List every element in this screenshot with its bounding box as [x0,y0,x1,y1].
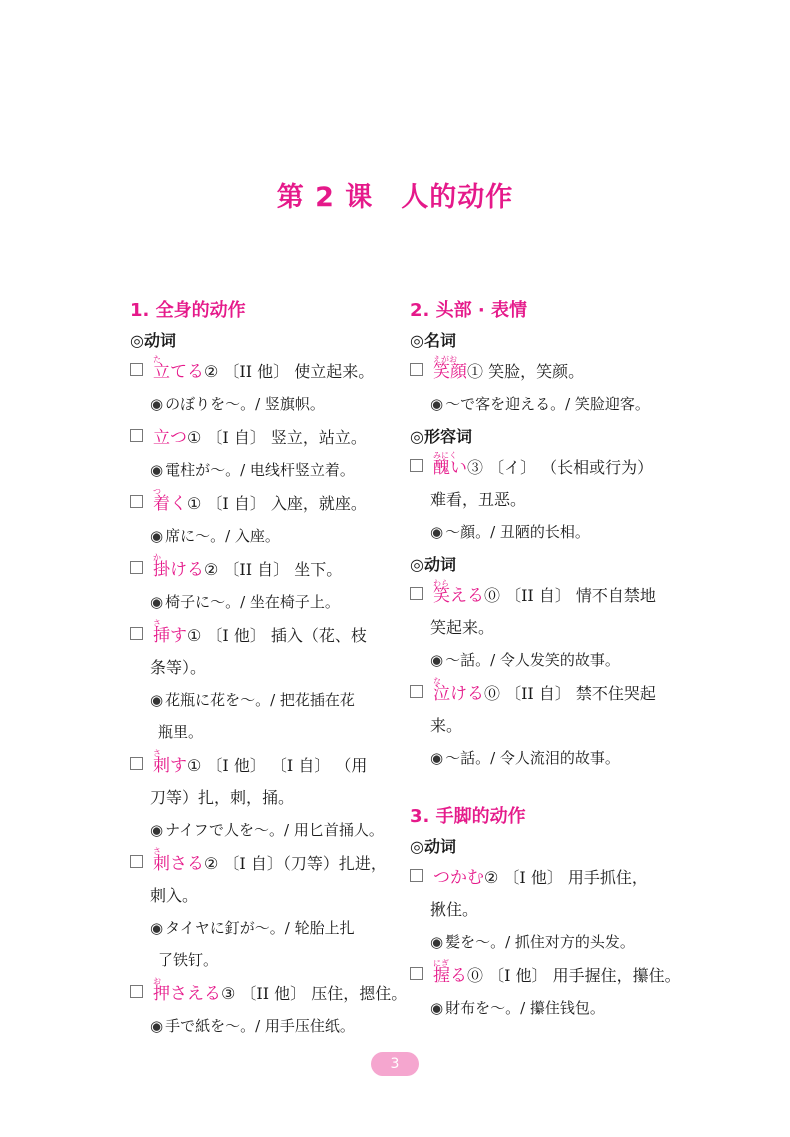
definition-continued: 刀等）扎，刺，捅。 [150,788,295,807]
section-title: 1. 全身的动作 [130,300,246,321]
ruby-reading: さ [153,749,161,758]
checkbox[interactable] [130,495,143,508]
checkbox[interactable] [130,429,143,442]
example-sentence: ◉ ～顔。/ 丑陋的长相。 [430,523,590,541]
vocab-entry [130,848,400,976]
ruby-reading: な [433,677,441,686]
vocab-word: えがお 笑顔 [433,356,467,388]
ruby-reading: えがお [433,355,457,364]
left-column [130,298,408,1044]
section-title: 2. 头部 · 表情 [410,300,527,321]
definition: ② 〔I 自〕（刀等）扎进， [204,854,387,873]
vocab-word: か 掛ける [153,554,204,586]
checkbox[interactable] [410,363,423,376]
example-sentence: ◉ ナイフで人を～。/ 用匕首捅人。 [150,821,384,839]
vocab-word: みにく 醜い [433,452,467,484]
vocab-entry [410,960,680,1024]
checkbox[interactable] [410,587,423,600]
checkbox[interactable] [130,757,143,770]
vocab-word: わら 笑える [433,580,484,612]
definition: ⓪ 〔II 自〕 禁不住哭起 [484,684,656,703]
definition: ③ 〔イ〕 （长相或行为） [467,458,654,477]
checkbox[interactable] [130,627,143,640]
vocab-entry [410,678,680,774]
definition-continued: 难看，丑恶。 [430,490,527,509]
page-number: 3 [371,1052,419,1076]
example-sentence: ◉ 椅子に～。/ 坐在椅子上。 [150,593,340,611]
category-label: ◎动词 [410,837,456,856]
example-sentence: ◉ 財布を～。/ 攥住钱包。 [430,999,605,1017]
example-sentence: ◉ ～話。/ 令人发笑的故事。 [430,651,620,669]
example-sentence: ◉ タイヤに釘が～。/ 轮胎上扎 [150,919,355,937]
vocab-word: な 泣ける [433,678,484,710]
definition-continued: 来。 [430,716,463,735]
example-sentence: ◉ 席に～。/ 入座。 [150,527,280,545]
definition-continued: 笑起来。 [430,618,495,637]
definition: ② 〔II 他〕 使立起来。 [204,362,375,381]
vocab-entry [130,750,400,846]
example-sentence: ◉ 電柱が～。/ 电线杆竖立着。 [150,461,355,479]
definition-continued: 条等）。 [150,658,207,677]
ruby-reading: みにく [433,451,457,460]
example-sentence: ◉ のぼりを～。/ 竖旗帜。 [150,395,325,413]
ruby-reading: た [153,355,161,364]
vocab-entry [410,580,680,676]
ruby-reading: さ [153,847,161,856]
section-title: 3. 手脚的动作 [410,806,526,827]
vocab-word: 立つ [153,428,187,448]
checkbox[interactable] [410,685,423,698]
vocab-word: さ 刺さる [153,848,204,880]
definition: ② 〔I 他〕 用手抓住， [484,868,648,887]
example-sentence: ◉ 髪を～。/ 抓住对方的头发。 [430,933,635,951]
checkbox[interactable] [130,363,143,376]
vocab-word: さ 挿す [153,620,187,652]
vocab-entry [410,452,680,548]
vocab-entry [130,422,400,486]
vocab-entry [130,554,400,618]
definition-continued: 揪住。 [430,900,479,919]
category-label: ◎名词 [410,331,456,350]
vocab-word: にぎ 握る [433,960,467,992]
example-continued: 了铁钉。 [158,951,219,969]
vocab-entry [130,356,400,420]
definition: ① 〔I 他〕 〔I 自〕 （用 [187,756,368,775]
checkbox[interactable] [410,459,423,472]
example-sentence: ◉ 花瓶に花を～。/ 把花插在花 [150,691,355,709]
definition: ③ 〔II 他〕 压住，摁住。 [221,984,408,1003]
example-sentence: ◉ ～で客を迎える。/ 笑脸迎客。 [430,395,650,413]
category-label: ◎动词 [410,555,456,574]
definition: ① 〔I 他〕 插入（花、枝 [187,626,367,645]
vocab-entry [130,620,400,748]
checkbox[interactable] [130,855,143,868]
ruby-reading: お [153,977,161,986]
example-continued: 瓶里。 [158,723,204,741]
ruby-reading: にぎ [433,959,449,968]
ruby-reading: つ [153,487,161,496]
vocab-entry [410,356,680,420]
vocab-entry [410,862,680,958]
category-label: ◎动词 [130,331,176,350]
category-label: ◎形容词 [410,427,472,446]
checkbox[interactable] [130,985,143,998]
example-sentence: ◉ 手で紙を～。/ 用手压住纸。 [150,1017,355,1035]
definition: ② 〔II 自〕 坐下。 [204,560,343,579]
ruby-reading: さ [153,619,161,628]
vocab-entry [130,488,400,552]
definition-continued: 刺入。 [150,886,199,905]
definition: ⓪ 〔II 自〕 情不自禁地 [484,586,656,605]
vocab-word: お 押さえる [153,978,221,1010]
definition: ⓪ 〔I 他〕 用手握住，攥住。 [467,966,681,985]
vocab-entry [130,977,408,1042]
vocab-word: つかむ [433,868,484,888]
checkbox[interactable] [130,561,143,574]
lesson-title: 第 2 课 人的动作 [276,182,514,213]
vocab-word: た 立てる [153,356,204,388]
example-sentence: ◉ ～話。/ 令人流泪的故事。 [430,749,620,767]
vocab-word: つ 着く [153,488,187,520]
ruby-reading: わら [433,579,449,588]
definition: ① 〔I 自〕 竖立，站立。 [187,428,367,447]
right-column [410,298,680,1026]
definition: ① 〔I 自〕 入座，就座。 [187,494,367,513]
ruby-reading: か [153,553,161,562]
definition: ① 笑脸，笑颜。 [467,362,585,381]
checkbox[interactable] [410,869,423,882]
vocab-word: さ 刺す [153,750,187,782]
checkbox[interactable] [410,967,423,980]
